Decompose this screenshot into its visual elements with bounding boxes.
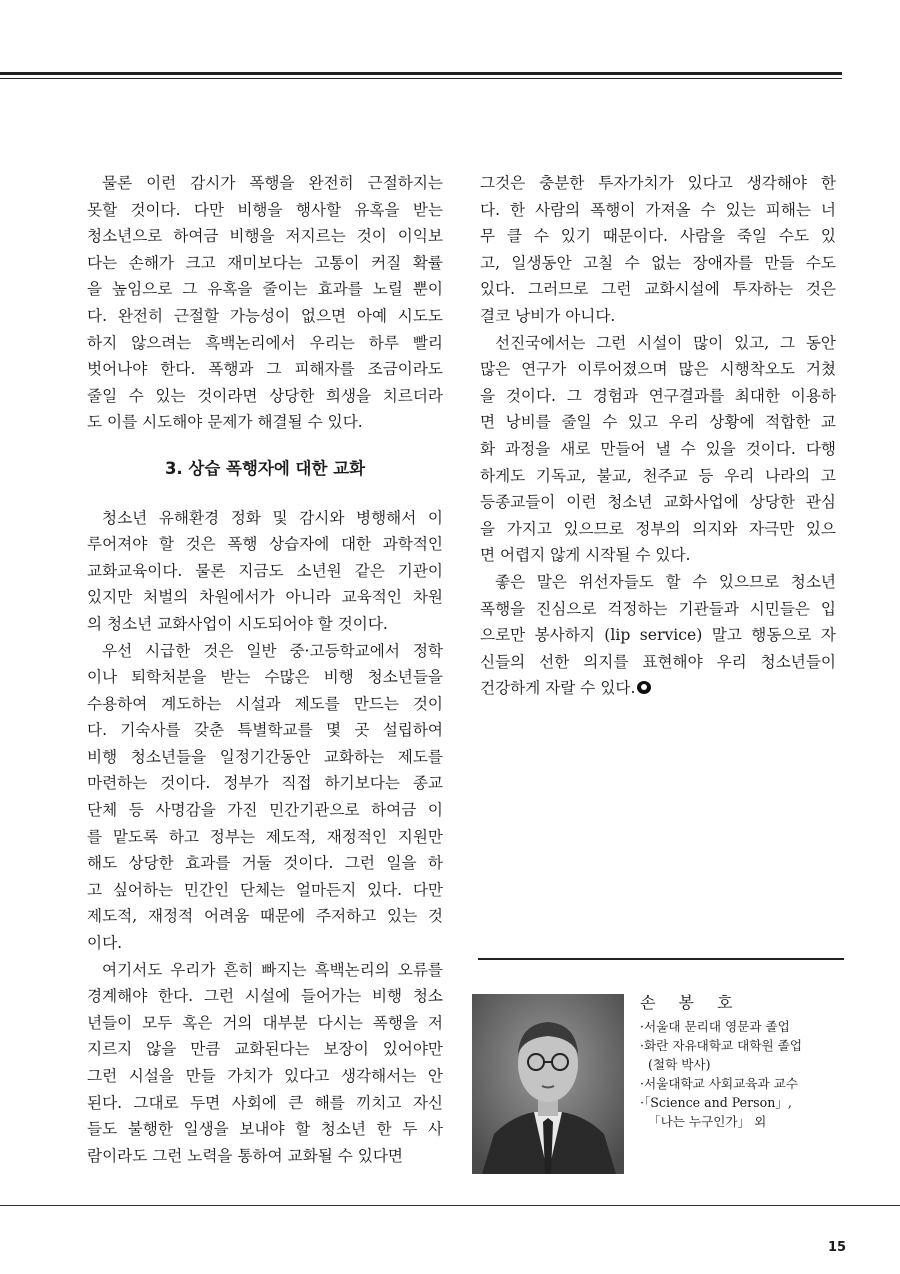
text-line-content: 고 싶어하는 민간인 단체는 얼마든지 있다. 다만 bbox=[87, 880, 443, 899]
text-line bbox=[480, 489, 836, 516]
bio-item: ·서울대 문리대 영문과 졸업 bbox=[640, 1019, 790, 1034]
paragraph bbox=[480, 170, 836, 330]
text-line-content: 수용하여 계도하는 시설과 제도를 만드는 것이 bbox=[87, 694, 443, 713]
paragraph bbox=[87, 505, 443, 638]
text-line-content: 하게도 기독교, 불교, 천주교 등 우리 나라의 고 bbox=[480, 466, 836, 485]
page-number: 15 bbox=[828, 1240, 847, 1255]
text-line bbox=[480, 569, 836, 596]
text-line bbox=[480, 436, 836, 463]
text-line bbox=[87, 1116, 443, 1143]
text-line bbox=[480, 542, 836, 569]
text-line-content: 을 높임으로 그 유혹을 줄이는 효과를 노릴 뿐이 bbox=[87, 280, 443, 299]
text-line bbox=[480, 197, 836, 224]
text-line-content: 하지 않으려는 흑백논리에서 우리는 하루 빨리 bbox=[87, 333, 443, 352]
text-line bbox=[87, 409, 443, 436]
text-line bbox=[87, 797, 443, 824]
text-line bbox=[87, 1010, 443, 1037]
text-line-content: 다. 한 사람의 폭행이 가져올 수 있는 피해는 너 bbox=[480, 200, 836, 219]
text-line bbox=[87, 584, 443, 611]
text-line-content: 루어져야 할 것은 폭행 상습자에 대한 과학적인 bbox=[87, 535, 443, 554]
text-line-content: 건강하게 자랄 수 있다. bbox=[480, 679, 636, 698]
text-line bbox=[87, 303, 443, 330]
text-line-content: 년들이 모두 혹은 거의 대부분 다시는 폭행을 저 bbox=[87, 1013, 443, 1032]
text-line-content: 벗어나야 한다. 폭행과 그 피해자를 조금이라도 bbox=[87, 360, 443, 379]
text-line-content: 화 과정을 새로 만들어 낼 수 있을 것이다. 다행 bbox=[480, 439, 836, 458]
bio-item: 「나는 누구인가」 외 bbox=[648, 1114, 767, 1129]
text-line-content: 도 이를 시도해야 문제가 해결될 수 있다. bbox=[87, 413, 363, 432]
text-line bbox=[87, 1090, 443, 1117]
text-line-content: 못할 것이다. 다만 비행을 행사할 유혹을 받는 bbox=[87, 200, 443, 219]
text-line bbox=[480, 250, 836, 277]
text-line-content: 물론 이런 감시가 폭행을 완전히 근절하지는 bbox=[102, 174, 443, 192]
text-line bbox=[480, 223, 836, 250]
text-line bbox=[480, 170, 836, 197]
text-line-content: 이나 퇴학처분을 받는 수많은 비행 청소년들을 bbox=[87, 668, 443, 687]
text-line bbox=[480, 356, 836, 383]
text-line bbox=[480, 383, 836, 410]
text-line bbox=[480, 303, 836, 330]
text-line bbox=[480, 276, 836, 303]
text-line bbox=[87, 877, 443, 904]
text-line-content: 면 낭비를 줄일 수 있고 우리 상황에 적합한 교 bbox=[480, 413, 836, 432]
text-line bbox=[87, 250, 443, 277]
text-line-content: 많은 연구가 이루어졌으며 많은 시행착오도 거쳤 bbox=[480, 360, 836, 379]
text-line bbox=[480, 596, 836, 623]
text-line-content: 그것은 충분한 투자가치가 있다고 생각해야 한 bbox=[480, 174, 836, 192]
text-line-content: 여기서도 우리가 흔히 빠지는 흑백논리의 오류를 bbox=[102, 960, 443, 979]
text-line-content: 우선 시급한 것은 일반 중·고등학교에서 정학 bbox=[102, 641, 443, 660]
text-line bbox=[87, 957, 443, 984]
text-line bbox=[87, 611, 443, 638]
paragraph bbox=[87, 957, 443, 1170]
text-line bbox=[87, 691, 443, 718]
text-line-content: 지르지 않을 만큼 교화된다는 보장이 있어야만 bbox=[87, 1040, 443, 1059]
text-line-content: 마련하는 것이다. 정부가 직접 하기보다는 종교 bbox=[87, 774, 443, 793]
text-line bbox=[480, 409, 836, 436]
text-line-content: 등종교들이 이런 청소년 교화사업에 상당한 관심 bbox=[480, 493, 836, 512]
paragraph bbox=[480, 569, 836, 702]
text-line-content: 으로만 봉사하지 (lip service) 말고 행동으로 자 bbox=[480, 626, 836, 645]
text-line bbox=[87, 744, 443, 771]
author-portrait-image bbox=[472, 994, 624, 1174]
author-name: 손 봉 호 bbox=[640, 993, 742, 1012]
text-line bbox=[87, 930, 443, 957]
text-line bbox=[87, 531, 443, 558]
top-rule-thin bbox=[0, 78, 842, 79]
text-line bbox=[87, 664, 443, 691]
text-line bbox=[87, 223, 443, 250]
text-line-content: 단체 등 사명감을 가진 민간기관으로 하여금 이 bbox=[87, 801, 443, 820]
left-column bbox=[87, 170, 443, 1169]
text-line-content: 다는 손해가 크고 재미보다는 고통이 커질 확률 bbox=[87, 253, 443, 272]
text-line bbox=[480, 622, 836, 649]
text-line-content: 비행 청소년들을 일정기간동안 교화하는 제도를 bbox=[87, 747, 443, 766]
text-line-content: 의 청소년 교화사업이 시도되어야 할 것이다. bbox=[87, 614, 388, 633]
text-line bbox=[87, 638, 443, 665]
text-line-content: 경계해야 한다. 그런 시설에 들어가는 비행 청소 bbox=[87, 987, 443, 1006]
text-line bbox=[480, 330, 836, 357]
author-bio-rule bbox=[478, 958, 844, 960]
text-line bbox=[480, 649, 836, 676]
paragraph bbox=[480, 330, 836, 569]
text-line-content: 좋은 말은 위선자들도 할 수 있으므로 청소년 bbox=[495, 572, 836, 591]
text-line bbox=[87, 1036, 443, 1063]
text-line-content: 된다. 그대로 두면 사회에 큰 해를 끼치고 자신 bbox=[87, 1093, 443, 1112]
section-heading: 3. 상습 폭행자에 대한 교화 bbox=[164, 458, 366, 478]
right-column bbox=[480, 170, 836, 702]
text-line bbox=[87, 330, 443, 357]
end-mark-icon bbox=[637, 681, 651, 694]
text-line bbox=[480, 463, 836, 490]
bottom-rule bbox=[0, 1205, 900, 1206]
text-line-content: 이다. bbox=[87, 934, 123, 953]
text-line-content: 결코 낭비가 아니다. bbox=[480, 306, 616, 325]
text-line bbox=[87, 903, 443, 930]
paragraph bbox=[87, 638, 443, 957]
text-line-content: 다. 기숙사를 갖춘 특별학교를 몇 곳 설립하여 bbox=[87, 721, 443, 740]
text-line-content: 폭행을 진심으로 걱정하는 기관들과 시민들은 입 bbox=[480, 599, 836, 618]
text-line bbox=[480, 516, 836, 543]
text-line-content: 고, 일생동안 고칠 수 없는 장애자를 만들 수도 bbox=[480, 253, 836, 272]
text-line-content: 있다. 그러므로 그런 교화시설에 투자하는 것은 bbox=[480, 280, 836, 299]
text-line bbox=[87, 383, 443, 410]
text-line bbox=[87, 983, 443, 1010]
bio-item: (철학 박사) bbox=[648, 1057, 711, 1072]
author-photo bbox=[472, 994, 624, 1174]
text-line bbox=[87, 558, 443, 585]
text-line bbox=[87, 276, 443, 303]
text-line-content: 을 가지고 있으므로 정부의 의지와 자극만 있으 bbox=[480, 519, 836, 538]
text-line bbox=[480, 675, 836, 702]
text-line-content: 을 것이다. 그 경험과 연구결과를 최대한 이용하 bbox=[480, 386, 836, 405]
text-line-content: 면 어렵지 않게 시작될 수 있다. bbox=[480, 546, 691, 565]
text-line-content: 신들의 선한 의지를 표현해야 우리 청소년들이 bbox=[480, 652, 836, 671]
text-line bbox=[87, 824, 443, 851]
bio-item: ·「Science and Person」, bbox=[640, 1095, 792, 1110]
text-line-content: 선진국에서는 그런 시설이 많이 있고, 그 동안 bbox=[495, 333, 836, 352]
text-line-content: 청소년으로 하여금 비행을 저지르는 것이 이익보 bbox=[87, 227, 443, 246]
author-bio bbox=[640, 992, 850, 1131]
bio-item: ·화란 자유대학교 대학원 졸업 bbox=[640, 1038, 802, 1053]
paragraph bbox=[87, 170, 443, 436]
text-line-content: 들도 불행한 일생을 보내야 할 청소년 한 두 사 bbox=[87, 1120, 443, 1139]
text-line-content: 제도적, 재정적 어려움 때문에 주저하고 있는 것 bbox=[87, 907, 443, 926]
text-line-content: 있지만 처벌의 차원에서가 아니라 교육적인 차원 bbox=[87, 588, 443, 607]
text-line bbox=[87, 505, 443, 532]
text-line-content: 를 맡도록 하고 정부는 제도적, 재정적인 지원만 bbox=[87, 827, 443, 846]
text-line-content: 다. 완전히 근절할 가능성이 없으면 아예 시도도 bbox=[87, 306, 443, 325]
text-line bbox=[87, 717, 443, 744]
text-line bbox=[87, 1143, 443, 1170]
text-line-content: 해도 상당한 효과를 거둘 것이다. 그런 일을 하 bbox=[87, 854, 443, 873]
text-line-content: 교화교육이다. 물론 지금도 소년원 같은 기관이 bbox=[87, 561, 443, 580]
text-line bbox=[87, 850, 443, 877]
text-line-content: 줄일 수 있는 것이라면 상당한 희생을 치르더라 bbox=[87, 386, 443, 405]
text-line bbox=[87, 770, 443, 797]
text-line bbox=[87, 170, 443, 197]
text-line bbox=[87, 356, 443, 383]
text-line-content: 청소년 유해환경 정화 및 감시와 병행해서 이 bbox=[102, 508, 443, 527]
text-line bbox=[87, 197, 443, 224]
text-line-content: 무 클 수 있기 때문이다. 사람을 죽일 수도 있 bbox=[480, 227, 836, 246]
text-line bbox=[87, 1063, 443, 1090]
text-line-content: 람이라도 그런 노력을 통하여 교화될 수 있다면 bbox=[87, 1146, 403, 1165]
top-rule-thick bbox=[0, 72, 842, 75]
bio-item: ·서울대학교 사회교육과 교수 bbox=[640, 1076, 798, 1091]
text-line-content: 그런 시설을 만들 가치가 있다고 생각해서는 안 bbox=[87, 1067, 443, 1085]
